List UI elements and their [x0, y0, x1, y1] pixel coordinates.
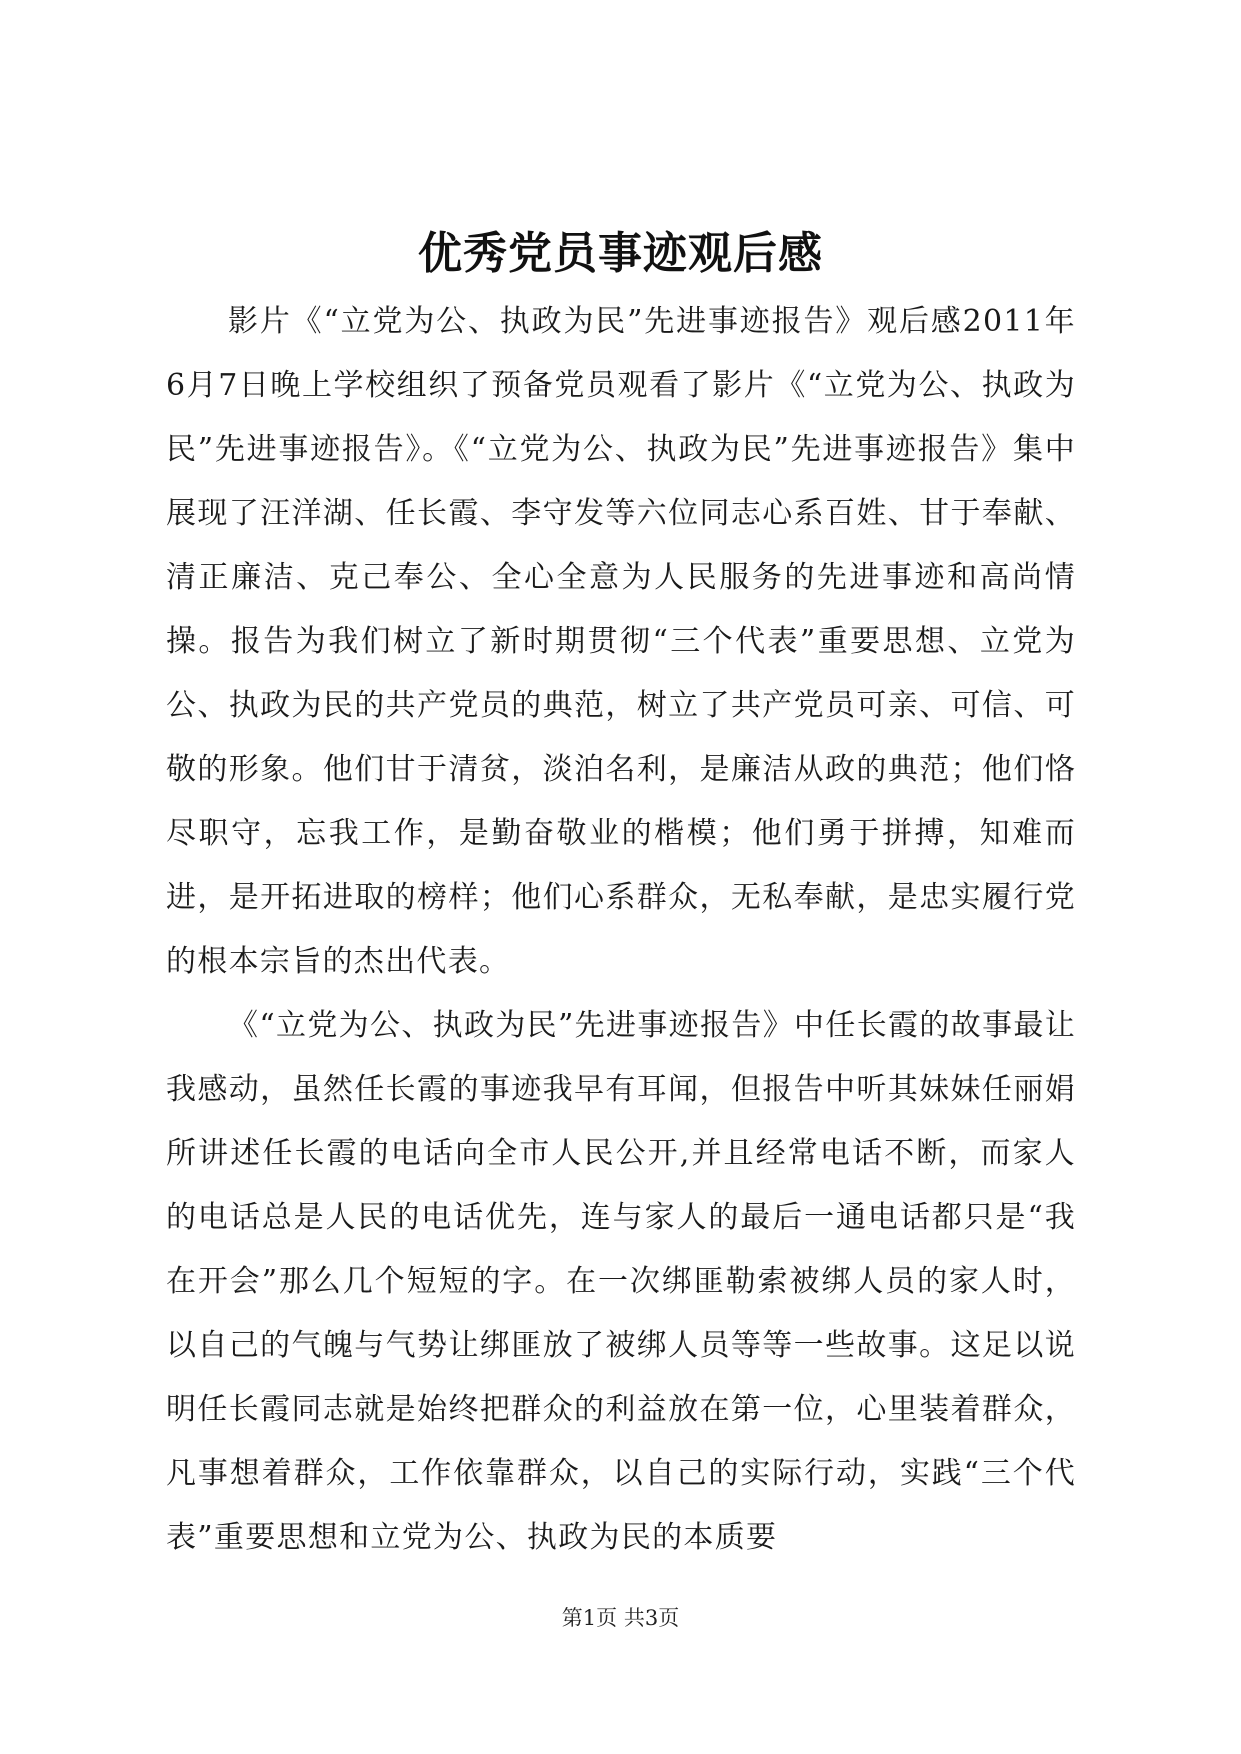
page-number-footer: 第1页 共3页: [561, 1606, 680, 1630]
paragraph-2: 《“立党为公、执政为民”先进事迹报告》中任长霞的故事最让我感动，虽然任长霞的事迹我早有耳闻，但报告中听其妹妹任丽娟所讲述任长霞的电话向全市人民公开,并且经常电话不断，而家人的电话总是人民的电话优先，连与家人的最后一通电话都只是“我在开会”那么几个短短的字。在一次绑匪勒索被绑人员的家人时，以自己的气魄与气势让绑匪放了被绑人员等等一些故事。这足以说明任长霞同志就是始终把群众的利益放在第一位，心里装着群众，凡事想着群众，工作依靠群众，以自己的实际行动，实践“三个代表”重要思想和立党为公、执政为民的本质要: [166, 1008, 1076, 1555]
document-body: [166, 290, 1076, 1570]
paragraph-1: 影片《“立党为公、执政为民”先进事迹报告》观后感2011年6月7日晚上学校组织了预备党员观看了影片《“立党为公、执政为民”先进事迹报告》。《“立党为公、执政为民”先进事迹报告》集中展现了汪洋湖、任长霞、李守发等六位同志心系百姓、甘于奉献、清正廉洁、克己奉公、全心全意为人民服务的先进事迹和高尚情操。报告为我们树立了新时期贯彻“三个代表”重要思想、立党为公、执政为民的共产党员的典范，树立了共产党员可亲、可信、可敬的形象。他们甘于清贫，淡泊名利，是廉洁从政的典范；他们恪尽职守，忘我工作，是勤奋敬业的楷模；他们勇于拼搏，知难而进，是开拓进取的榜样；他们心系群众，无私奉献，是忠实履行党的根本宗旨的杰出代表。: [166, 304, 1076, 979]
document-title: 优秀党员事迹观后感: [418, 228, 823, 279]
